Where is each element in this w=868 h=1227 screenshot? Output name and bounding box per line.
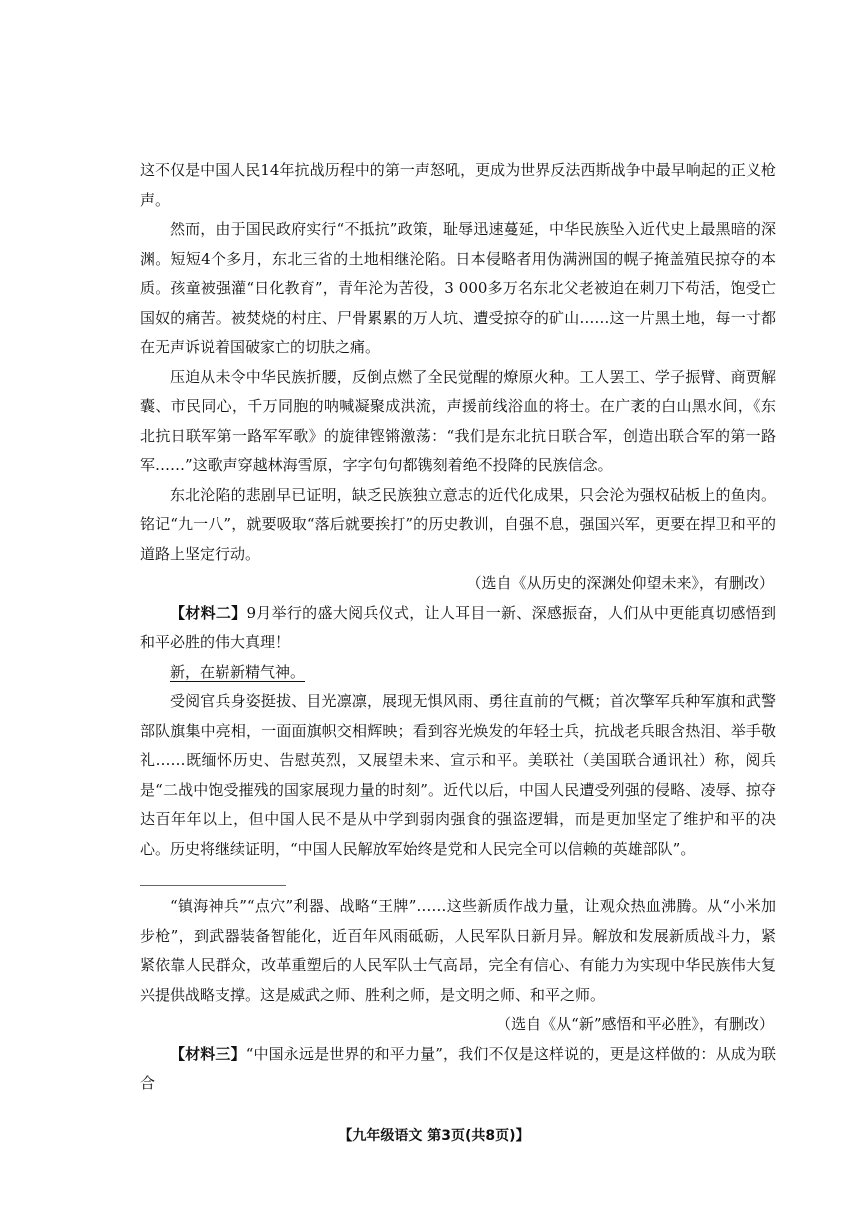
page-content xyxy=(140,156,776,1099)
paragraph-occupation: 然而，由于国民政府实行“不抵抗”政策，耻辱迅速蔓延，中华民族坠入近代史上最黑暗的深渊。短短4个多月，东北三省的土地相继沦陷。日本侵略者用伪满洲国的幌子掩盖殖民掠夺的本质。孩童被强灌“日化教育”，青年沦为苦役，3 000多万名东北父老被迫在刺刀下苟活，饱受亡国奴的痛苦。被焚烧的村庄、尸骨累累的万人坑、遭受掠夺的矿山……这一片黑土地，每一寸都在无声诉说着国破家亡的切肤之痛。 xyxy=(140,220,776,356)
section-divider xyxy=(140,885,286,886)
material2-label: 【材料二】 xyxy=(170,603,247,622)
material2-subheading: 新，在崭新精气神。 xyxy=(170,662,306,681)
material2-paragraph-parade: 受阅官兵身姿挺拔、目光凛凛，展现无惧风雨、勇往直前的气概；首次擎军兵种军旗和武警部队旗集中亮相，一面面旗帜交相辉映；看到容光焕发的年轻士兵，抗战老兵眼含热泪、举手敬礼……既缅怀历史、告慰英烈，又展望未来、宣示和平。美联社（美国联合通讯社）称，阅兵是“二战中饱受摧残的国家展现力量的时刻”。近代以后，中国人民遭受列强的侵略、凌辱、掠夺达百年年以上，但中国人民不是从中学到弱肉强食的强盗逻辑，而是更加坚定了维护和平的决心。历史将继续证明，“中国人民解放军始终是党和人民完全可以信赖的英雄部队”。 xyxy=(140,692,776,858)
material2-intro-paragraph xyxy=(140,599,776,658)
material3-text: “中国永远是世界的和平力量”，我们不仅是这样说的，更是这样做的：从成为联合 xyxy=(140,1044,776,1092)
material2-intro: 9月举行的盛大阅兵仪式，让人耳目一新、深感振奋，人们从中更能真切感悟到和平必胜的伟大真理！ xyxy=(140,603,776,651)
paragraph-resistance: 压迫从未令中华民族折腰，反倒点燃了全民觉醒的燎原火种。工人罢工、学子振臂、商贾解囊、市民同心，千万同胞的呐喊凝聚成洪流，声援前线浴血的将士。在广袤的白山黑水间，《东北抗日联军第一路军军歌》的旋律铿锵激荡：“我们是东北抗日联合军，创造出联合军的第一路军……”这歌声穿越林海雪原，字字句句都镌刻着绝不投降的民族信念。 xyxy=(140,367,776,474)
material2-subheading-paragraph xyxy=(140,658,776,688)
material2-source: （选自《从“新”感悟和平必胜》，有删改） xyxy=(496,1015,774,1033)
paragraph-lesson: 东北沦陷的悲剧早已证明，缺乏民族独立意志的近代化成果，只会沦为强权砧板上的鱼肉。铭记“九一八”，就要吸取“落后就要挨打”的历史教训，自强不息，强国兴军，更要在捍卫和平的道路上坚定行动。 xyxy=(140,485,776,563)
material3-paragraph xyxy=(140,1040,776,1099)
material2-paragraph-new-forces: “镇海神兵”“点穴”利器、战略“王牌”……这些新质作战力量，让观众热血沸腾。从“小米加步枪”，到武器装备智能化，近百年风雨砥砺，人民军队日新月异。解放和发展新质战斗力，紧紧依靠人民群众，改革重塑后的人民军队士气高昂，完全有信心、有能力为实现中华民族伟大复兴提供战略支撑。这是威武之师、胜利之师，是文明之师、和平之师。 xyxy=(140,897,776,1004)
material1-source: （选自《从历史的深渊处仰望未来》，有删改） xyxy=(466,574,774,592)
page-footer: 【九年级语文 第3页(共8页)】 xyxy=(338,1128,530,1144)
material3-label: 【材料三】 xyxy=(170,1044,246,1063)
paragraph-continuation: 这不仅是中国人民14年抗战历程中的第一声怒吼，更成为世界反法西斯战争中最早响起的正义枪声。 xyxy=(140,161,776,209)
